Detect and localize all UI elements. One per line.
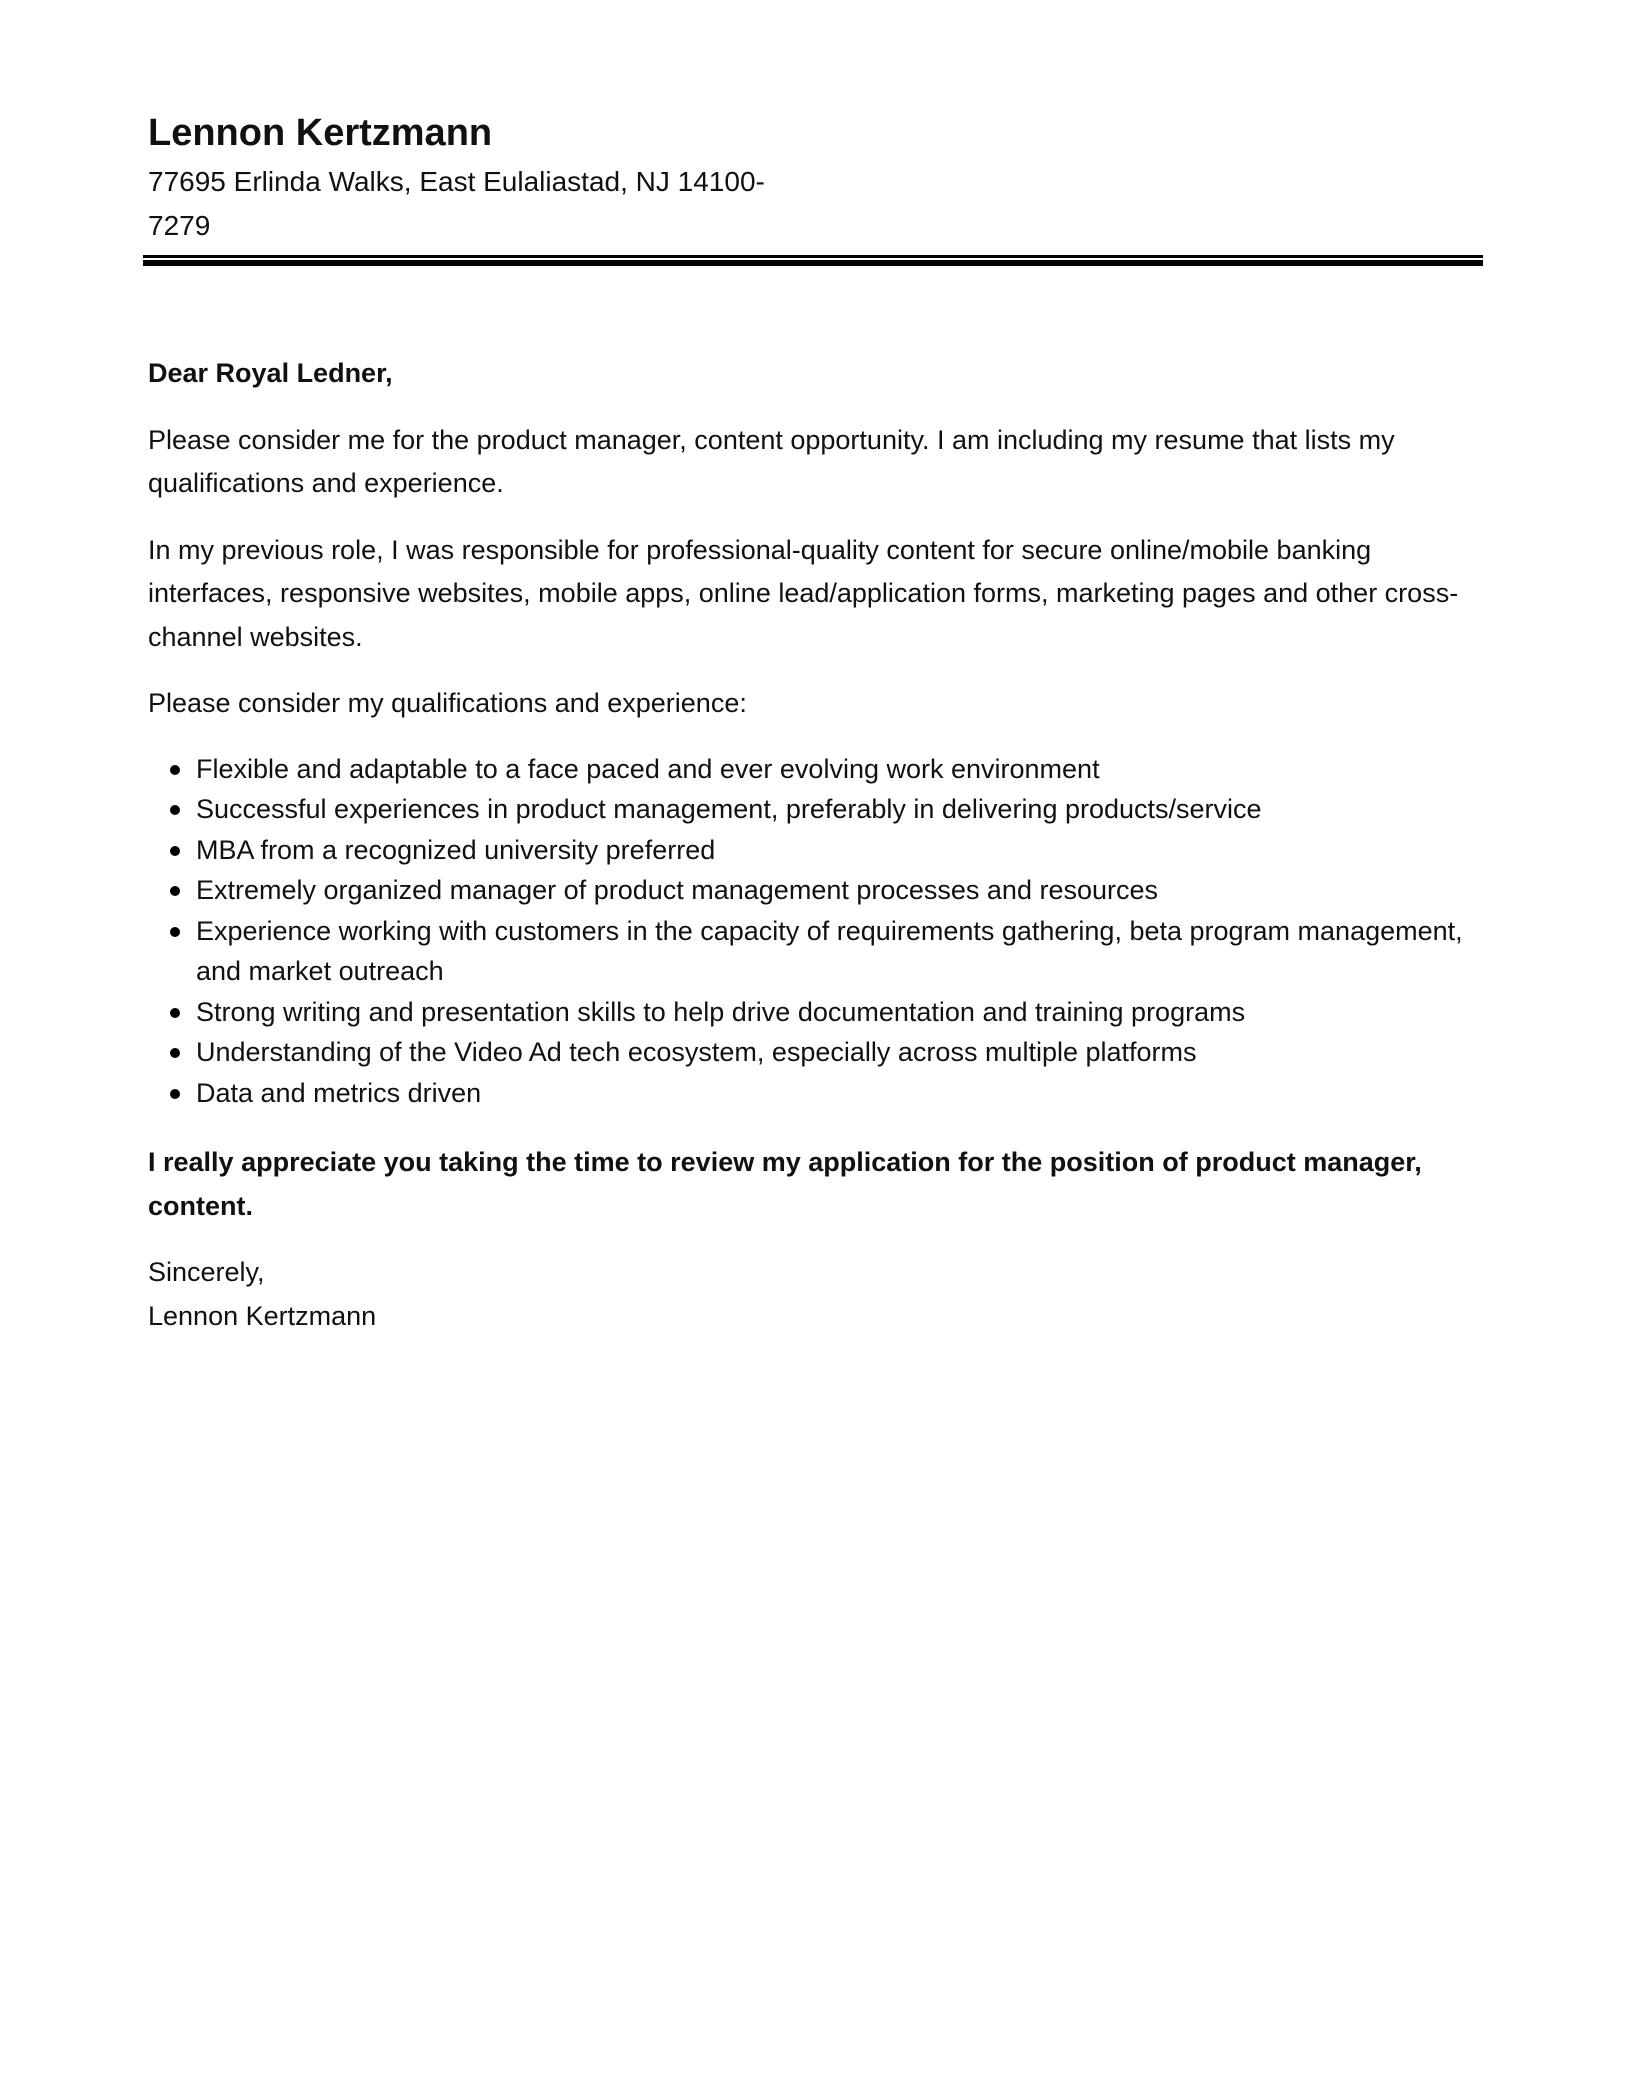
previous-role-paragraph: In my previous role, I was responsible for professional-quality content for secure online/mobile banking interfaces, responsive websites, mobile apps, online lead/application forms, marketing pages and other cross-channel websites. xyxy=(148,534,1459,652)
qualifications-list xyxy=(148,749,1478,1114)
list-item xyxy=(148,1073,1478,1114)
letter-body xyxy=(148,352,1478,1338)
salutation: Dear Royal Ledner, xyxy=(148,358,393,388)
list-item-text: Extremely organized manager of product management processes and resources xyxy=(196,875,1159,905)
list-item-text: Successful experiences in product management, preferably in delivering products/service xyxy=(196,794,1262,824)
list-item-text: MBA from a recognized university preferred xyxy=(196,834,716,865)
bullet-icon xyxy=(170,1048,180,1058)
list-item xyxy=(148,870,1478,911)
header-divider-thick-line xyxy=(143,260,1483,266)
bullet-icon xyxy=(170,1008,180,1018)
list-item-text: Strong writing and presentation skills to help drive documentation and training programs xyxy=(196,996,1246,1027)
header-divider-thin-line xyxy=(143,255,1483,258)
signature-name: Lennon Kertzmann xyxy=(148,1300,377,1331)
list-item xyxy=(148,789,1478,830)
sender-name: Lennon Kertzmann xyxy=(148,112,493,154)
list-item xyxy=(148,911,1478,992)
list-item-text: Experience working with customers in the capacity of requirements gathering, beta program management, and market outreach xyxy=(196,915,1463,986)
list-item-text: Flexible and adaptable to a face paced and ever evolving work environment xyxy=(196,753,1100,784)
header-divider xyxy=(143,255,1483,266)
bullet-icon xyxy=(170,765,180,775)
intro-paragraph: Please consider me for the product manager, content opportunity. I am including my resume that lists my qualifications and experience. xyxy=(148,424,1395,498)
list-item xyxy=(148,992,1478,1033)
bullet-icon xyxy=(170,805,180,815)
list-item xyxy=(148,830,1478,871)
sender-address: 77695 Erlinda Walks, East Eulaliastad, NJ 14100-7279 xyxy=(148,166,765,241)
bullet-icon xyxy=(170,846,180,856)
list-item-text: Data and metrics driven xyxy=(196,1077,482,1108)
list-item xyxy=(148,1032,1478,1073)
signoff: Sincerely, xyxy=(148,1257,265,1287)
qualifications-intro: Please consider my qualifications and experience: xyxy=(148,688,747,718)
bullet-icon xyxy=(170,886,180,896)
letter-header xyxy=(148,108,1484,248)
list-item-text: Understanding of the Video Ad tech ecosystem, especially across multiple platforms xyxy=(196,1037,1197,1067)
list-item xyxy=(148,749,1478,790)
closing-paragraph: I really appreciate you taking the time to review my application for the position of product manager, content. xyxy=(148,1147,1422,1221)
bullet-icon xyxy=(170,1089,180,1099)
bullet-icon xyxy=(170,927,180,937)
